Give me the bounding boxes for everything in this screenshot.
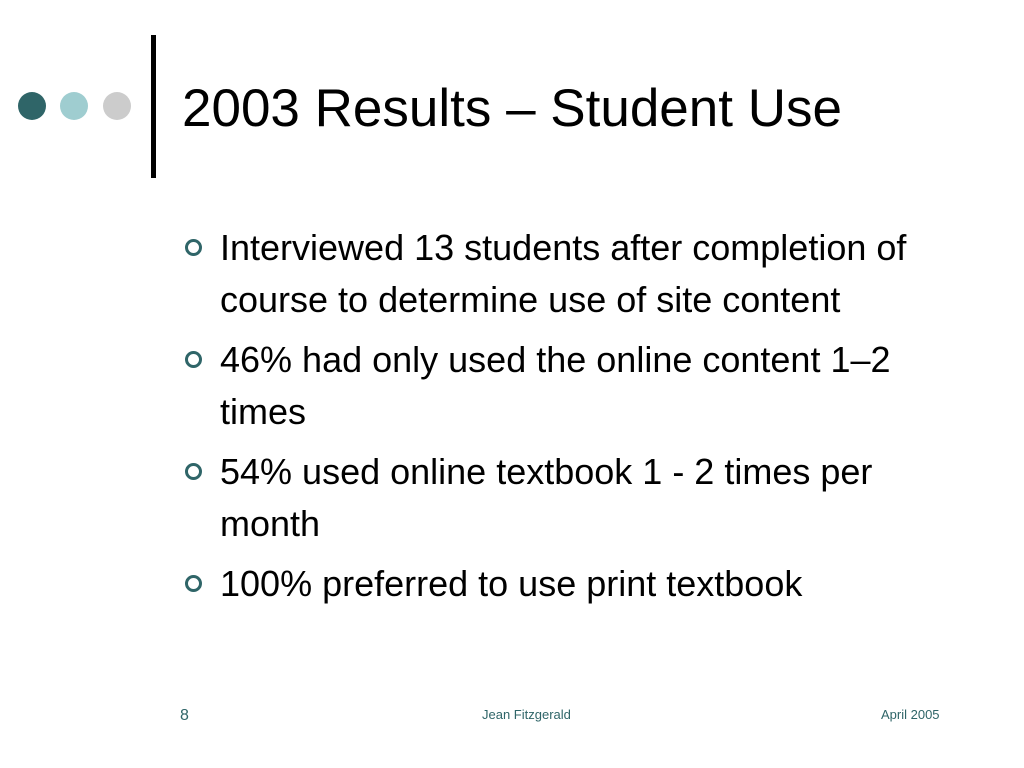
title-divider (151, 35, 156, 178)
footer-date: April 2005 (881, 707, 940, 722)
dark-teal-dot-icon (18, 92, 46, 120)
decorative-dots (18, 92, 130, 122)
bullet-text: 54% used online textbook 1 - 2 times per month (220, 451, 873, 544)
bullet-item (185, 334, 965, 438)
bullet-ring-icon (185, 463, 202, 480)
light-teal-dot-icon (60, 92, 88, 120)
bullet-list (185, 222, 965, 618)
bullet-item (185, 558, 965, 610)
slide-title: 2003 Results – Student Use (182, 79, 842, 138)
bullet-ring-icon (185, 239, 202, 256)
bullet-text: 46% had only used the online content 1–2 times (220, 339, 891, 432)
bullet-text: 100% preferred to use print textbook (220, 563, 803, 604)
bullet-ring-icon (185, 351, 202, 368)
bullet-item (185, 222, 965, 326)
bullet-ring-icon (185, 575, 202, 592)
gray-dot-icon (103, 92, 131, 120)
slide-number: 8 (180, 707, 189, 724)
footer-author: Jean Fitzgerald (482, 707, 571, 722)
bullet-item (185, 446, 965, 550)
bullet-text: Interviewed 13 students after completion of course to determine use of site content (220, 227, 907, 320)
